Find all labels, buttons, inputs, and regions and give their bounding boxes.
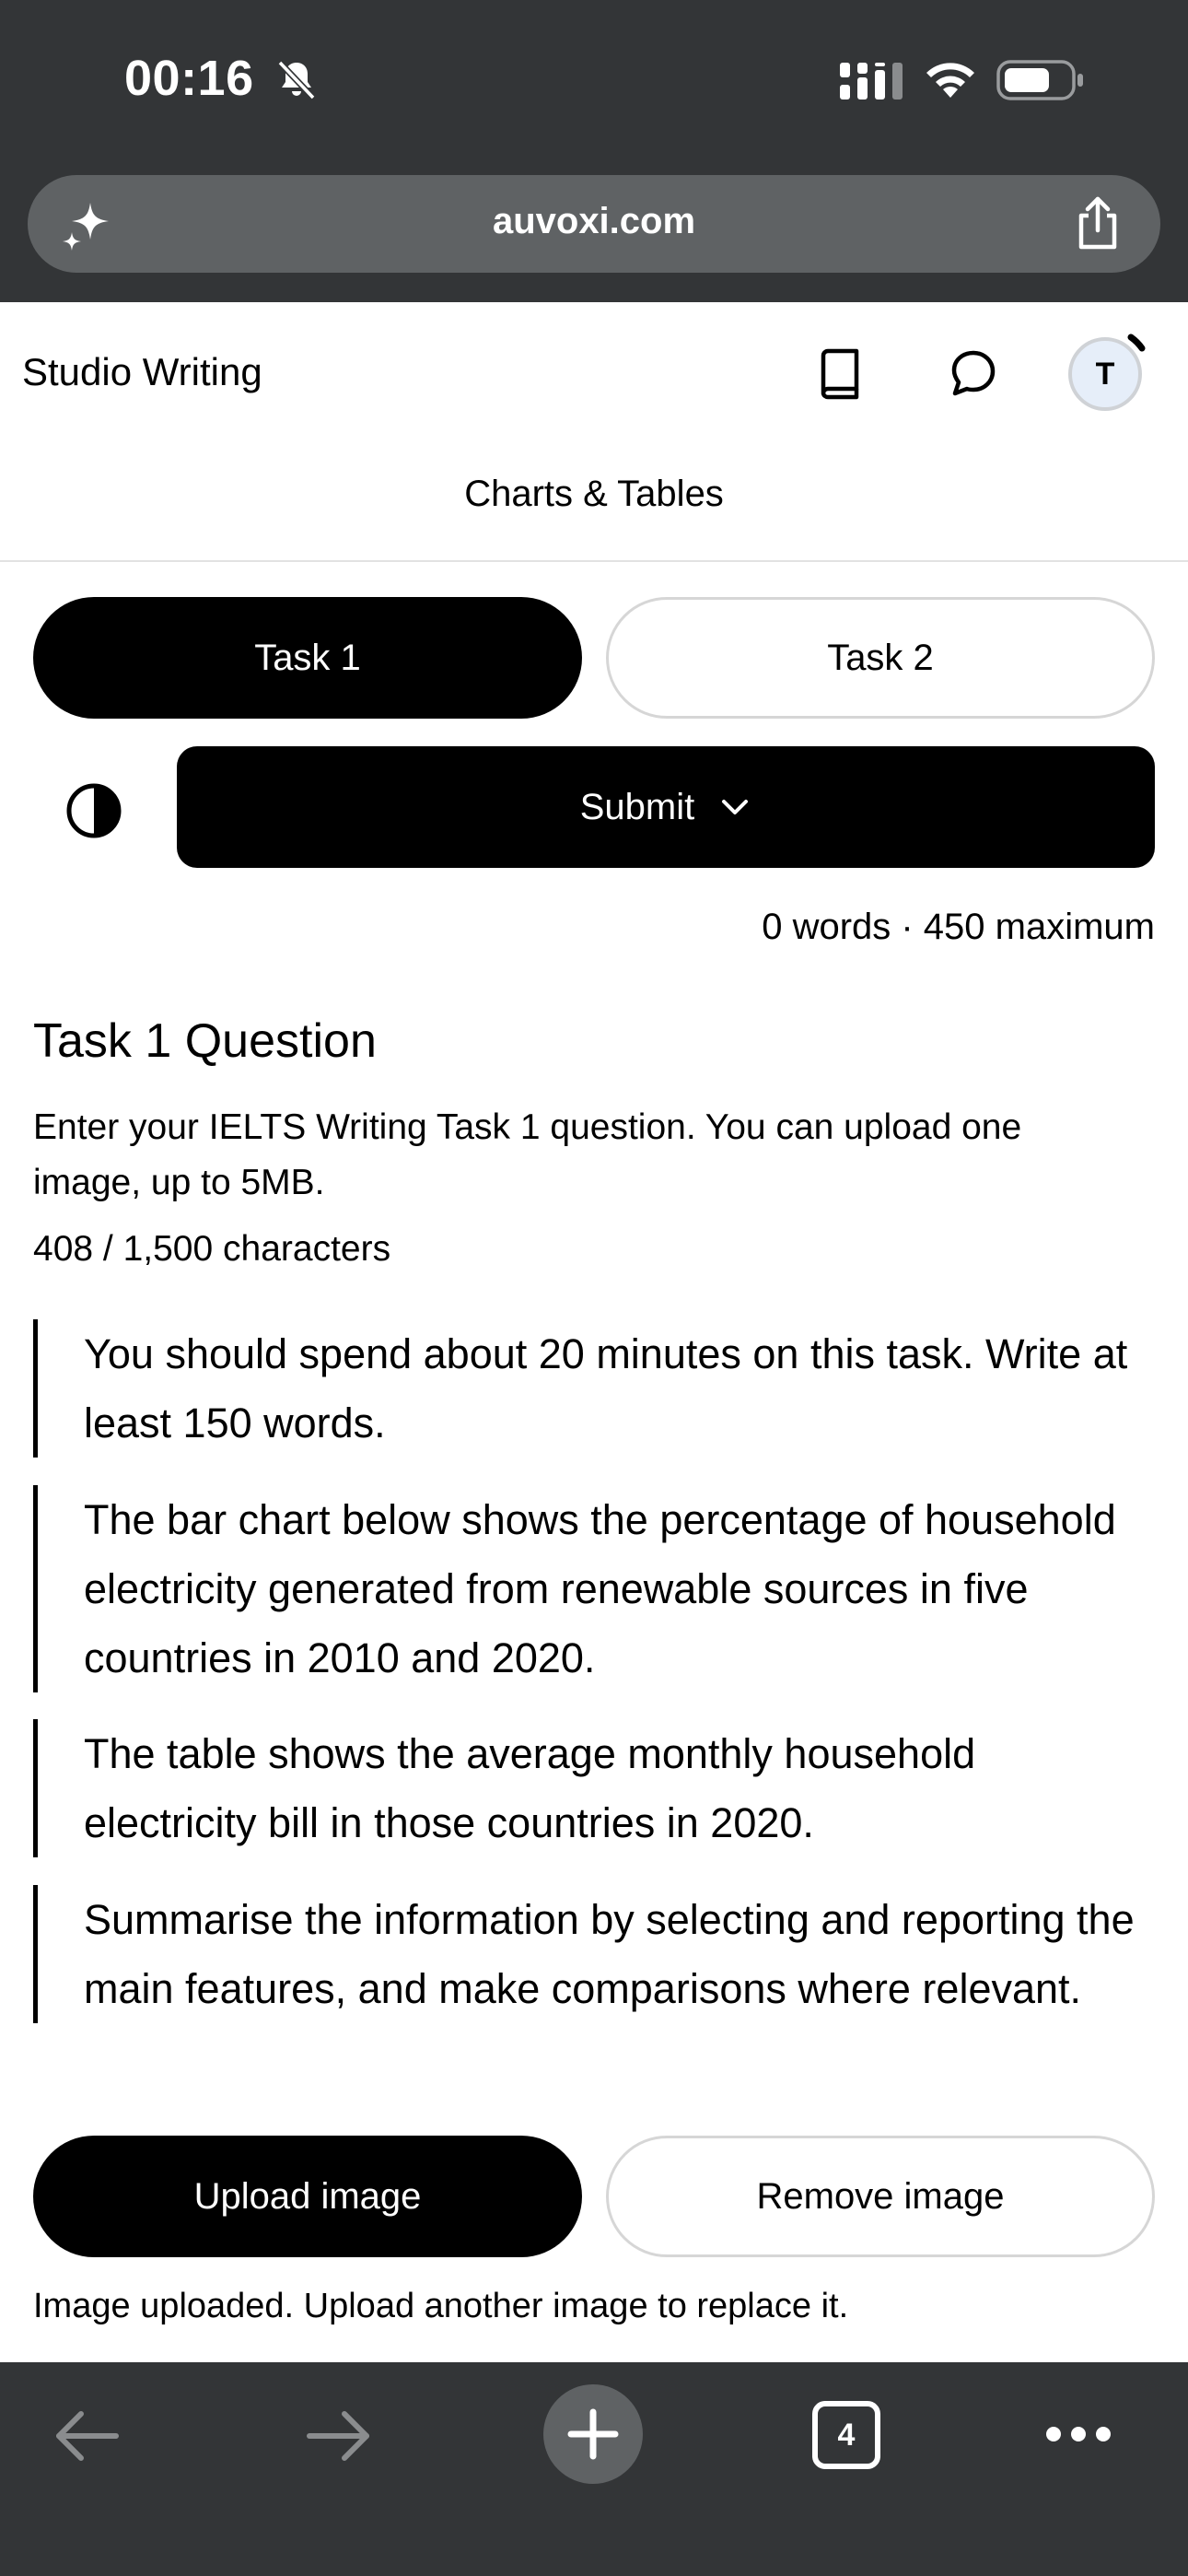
chevron-down-icon	[718, 796, 751, 818]
more-icon[interactable]	[1044, 2421, 1112, 2447]
tab-task-1[interactable]: Task 1	[33, 597, 582, 719]
tabs-icon[interactable]: 4	[812, 2401, 880, 2469]
question-heading: Task 1 Question	[33, 1014, 377, 1068]
submit-label: Submit	[579, 786, 695, 827]
header-divider	[0, 560, 1188, 562]
tab-task-2[interactable]: Task 2	[606, 597, 1155, 719]
remove-image-button[interactable]: Remove image	[606, 2136, 1155, 2257]
signal-icon	[840, 61, 904, 101]
question-paragraph[interactable]: Summarise the information by selecting and reporting the main features, and make comparisons where relevant.	[33, 1885, 1157, 2023]
chat-bubble-icon[interactable]	[949, 348, 998, 398]
browser-top-chrome	[0, 0, 1188, 302]
upload-status-text: Image uploaded. Upload another image to replace it.	[33, 2287, 849, 2325]
submit-button[interactable]	[177, 746, 1155, 868]
plus-icon	[565, 2406, 621, 2462]
address-bar[interactable]	[28, 175, 1160, 273]
bell-slash-icon	[274, 57, 319, 101]
contrast-icon[interactable]	[64, 781, 123, 840]
forward-arrow-icon[interactable]	[304, 2408, 374, 2464]
url-text[interactable]: auvoxi.com	[492, 201, 696, 241]
question-paragraph[interactable]: The table shows the average monthly household electricity bill in those countries in 2020.	[33, 1719, 1157, 1857]
avatar-button[interactable]	[1057, 326, 1153, 422]
share-icon[interactable]	[1072, 195, 1124, 251]
question-description: Enter your IELTS Writing Task 1 question. You can upload one image, up to 5MB.	[33, 1107, 1022, 1202]
progress-ring-icon	[1057, 326, 1153, 422]
browser-bottom-toolbar	[0, 2362, 1188, 2576]
back-arrow-icon[interactable]	[52, 2408, 122, 2464]
brand-name[interactable]: Studio Writing	[22, 350, 262, 393]
question-paragraph[interactable]: You should spend about 20 minutes on this task. Write at least 150 words.	[33, 1319, 1157, 1458]
new-tab-button[interactable]	[543, 2384, 643, 2484]
avatar[interactable]: T	[1068, 337, 1142, 411]
question-paragraph[interactable]: The bar chart below shows the percentage of household electricity generated from renewable sources in five countries in 2010 and 2020.	[33, 1485, 1157, 1692]
wifi-icon	[923, 57, 978, 101]
status-time: 00:16	[124, 51, 254, 106]
section-title: Charts & Tables	[464, 474, 724, 514]
battery-icon	[996, 59, 1085, 101]
upload-image-button[interactable]: Upload image	[33, 2136, 582, 2257]
word-count: 0 words · 450 maximum	[762, 907, 1155, 947]
character-count: 408 / 1,500 characters	[33, 1229, 391, 1269]
book-icon[interactable]	[816, 348, 864, 400]
